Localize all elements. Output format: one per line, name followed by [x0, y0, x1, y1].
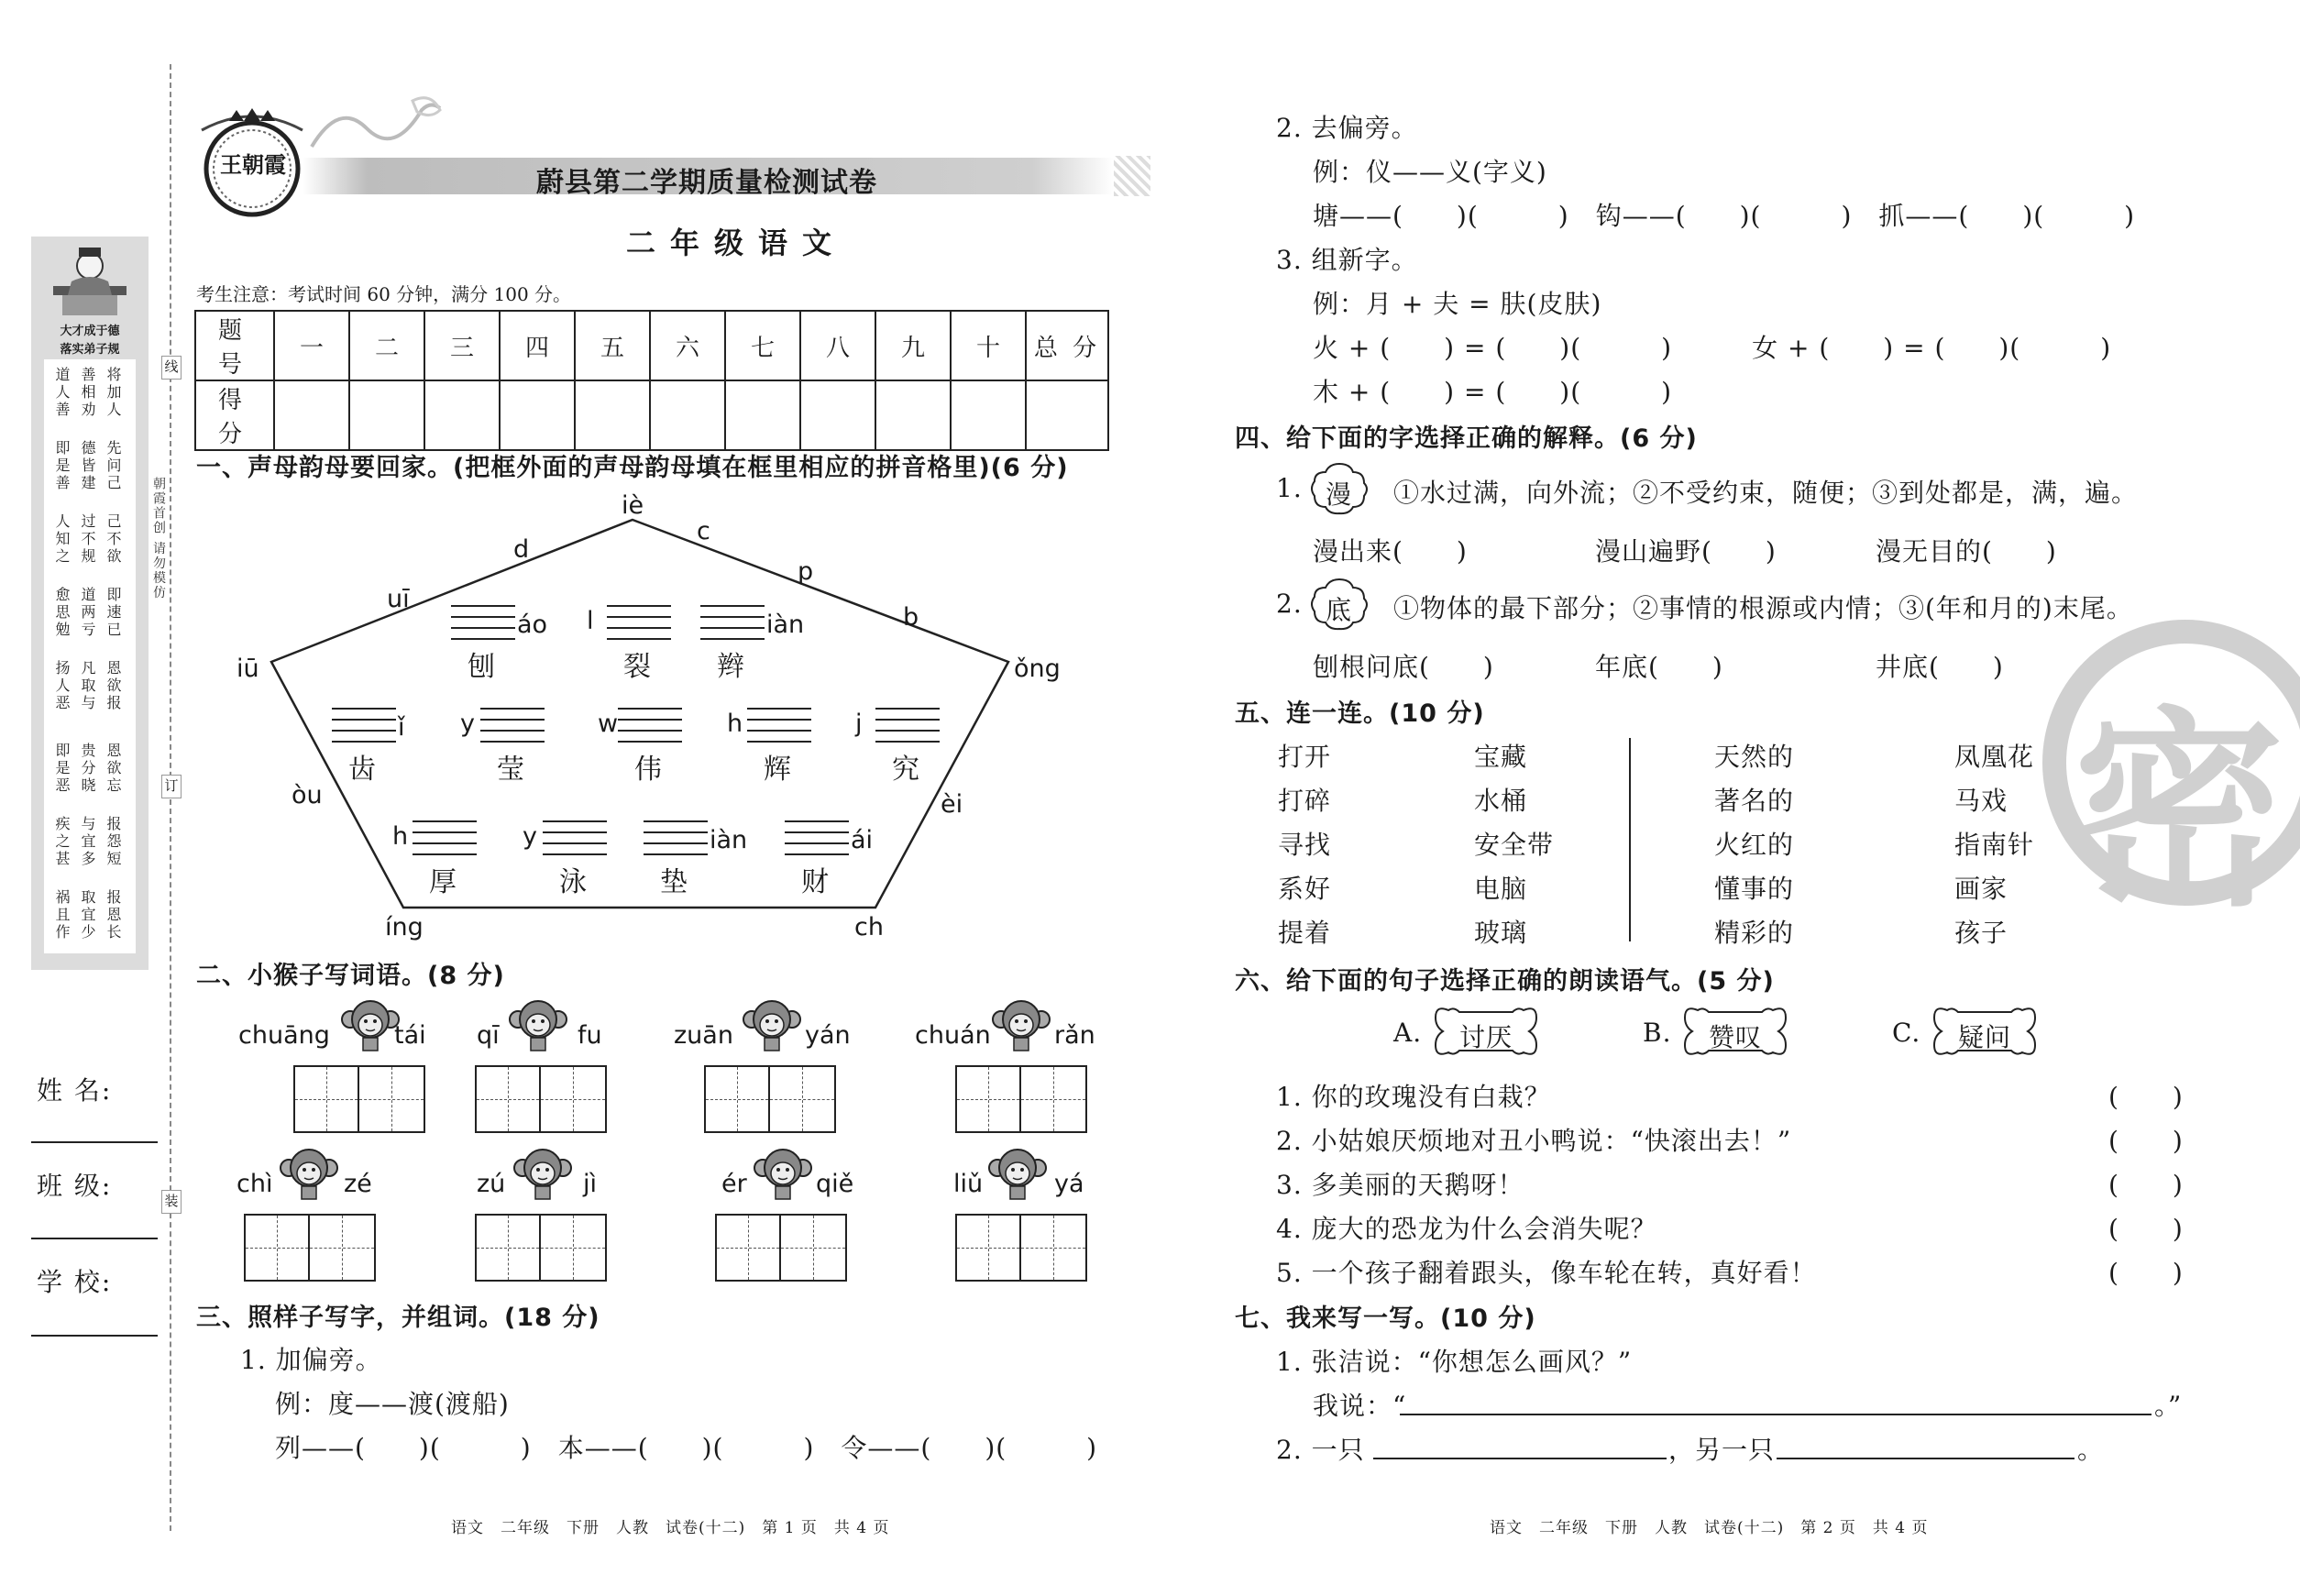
- verse-column: 愈思勉: [53, 587, 71, 639]
- monkey-icon: [509, 994, 567, 1052]
- answer-blank[interactable]: ( ): [2108, 1170, 2184, 1200]
- tianzige-cell[interactable]: [310, 1216, 374, 1280]
- hanzi-char: 裂: [623, 651, 651, 683]
- sidebar-motto-1: 大才成于德: [60, 325, 120, 338]
- s7-q1-end: 。”: [2154, 1391, 2183, 1421]
- pinyin-left: liǔ: [953, 1170, 984, 1198]
- outer-pinyin-label: èi: [941, 790, 963, 819]
- verse-column: 疾之甚: [53, 816, 71, 868]
- final-label: ái: [851, 826, 874, 854]
- score-column-header: 十: [951, 311, 1026, 380]
- pinyin-left: chuāng: [238, 1021, 330, 1050]
- tianzige-cell[interactable]: [477, 1067, 541, 1131]
- s4-q1-num: 1.: [1276, 473, 1303, 503]
- tianzige-cell[interactable]: [477, 1216, 541, 1280]
- s3-p2-title: 2. 去偏旁。: [1276, 113, 1418, 143]
- pinyin-left: chuán: [915, 1021, 991, 1050]
- initial-label: w: [598, 710, 619, 738]
- tianzige-cell[interactable]: [1021, 1067, 1085, 1131]
- s4-q1-item-3[interactable]: 漫无目的( ): [1876, 536, 2057, 567]
- hanzi-char: 究: [892, 754, 919, 786]
- match-item[interactable]: 提着: [1278, 918, 1332, 948]
- sidebar-motto-2: 落实弟子规: [60, 343, 120, 357]
- hanzi-char: 垫: [660, 866, 688, 898]
- tianzige-cell[interactable]: [541, 1067, 605, 1131]
- verse-column: 报恩长: [105, 889, 122, 941]
- verse-column: 扬人恶: [53, 660, 71, 712]
- score-column-header: 一: [274, 311, 349, 380]
- answer-blank[interactable]: ( ): [2108, 1258, 2184, 1288]
- match-item[interactable]: 指南针: [1954, 830, 2035, 860]
- tianzige-cell[interactable]: [717, 1216, 781, 1280]
- hanzi-char: 泳: [559, 866, 587, 898]
- initial-label: j: [855, 710, 863, 738]
- s4-q2-item-3[interactable]: 井底( ): [1876, 652, 2004, 682]
- outer-pinyin-label: d: [513, 535, 530, 564]
- four-line-grid[interactable]: [480, 708, 545, 741]
- verse-column: 道两亏: [79, 587, 96, 639]
- section6-title: 六、给下面的句子选择正确的朗读语气。(5 分): [1235, 967, 1775, 996]
- monkey-icon: [992, 994, 1051, 1052]
- match-item[interactable]: 电脑: [1474, 874, 1528, 904]
- monkey-icon: [280, 1142, 338, 1201]
- s4-q2-item-1[interactable]: 刨根问底( ): [1313, 652, 1494, 682]
- brand-logo-text: 王朝霞: [220, 151, 286, 178]
- match-item[interactable]: 天然的: [1714, 742, 1795, 772]
- initial-label: y: [523, 822, 537, 851]
- answer-blank[interactable]: ( ): [2108, 1126, 2184, 1156]
- tone-sentence: 3. 多美丽的天鹅呀！: [1276, 1170, 1524, 1200]
- outer-pinyin-label: ǒng: [1014, 655, 1061, 683]
- outer-pinyin-label: íng: [385, 913, 424, 941]
- option-letter: C.: [1892, 1018, 1921, 1048]
- outer-pinyin-label: c: [697, 517, 710, 545]
- pinyin-right: tái: [394, 1021, 426, 1050]
- match-item[interactable]: 安全带: [1474, 830, 1555, 860]
- hanzi-char: 厚: [429, 866, 457, 898]
- score-column-header: 八: [800, 311, 875, 380]
- match-item[interactable]: 宝藏: [1474, 742, 1528, 772]
- verse-column: 凡取与: [79, 660, 96, 712]
- verse-column: 报怨短: [105, 816, 122, 868]
- final-label: iàn: [710, 826, 748, 854]
- verse-column: 即是善: [53, 440, 71, 492]
- monkey-icon: [513, 1142, 572, 1201]
- exam-subject-title: 二年级语文: [626, 226, 847, 260]
- tianzige-box[interactable]: [955, 1214, 1087, 1282]
- tone-sentence: 1. 你的玫瑰没有白栽？: [1276, 1082, 1551, 1112]
- verse-column: 先问己: [105, 440, 122, 492]
- class-field[interactable]: [31, 1238, 158, 1239]
- section7-title: 七、我来写一写。(10 分): [1235, 1304, 1536, 1333]
- score-column-header: 五: [575, 311, 650, 380]
- monkey-icon: [743, 994, 801, 1052]
- hanzi-char: 辉: [764, 754, 791, 786]
- tianzige-box[interactable]: [715, 1214, 847, 1282]
- s3-p1-title: 1. 加偏旁。: [240, 1345, 382, 1375]
- section5-divider: [1629, 738, 1631, 941]
- s4-q2-def: ①物体的最下部分；②事情的根源或内情；③(年和月的)末尾。: [1393, 593, 2133, 623]
- four-line-grid[interactable]: [451, 605, 515, 638]
- score-column-header: 四: [500, 311, 575, 380]
- match-item[interactable]: 精彩的: [1714, 918, 1795, 948]
- initial-label: h: [727, 710, 743, 738]
- match-item[interactable]: 懂事的: [1714, 874, 1795, 904]
- s4-q1-item-2[interactable]: 漫山遍野( ): [1595, 536, 1777, 567]
- outer-pinyin-label: uī: [387, 585, 410, 613]
- initial-label: h: [392, 822, 409, 851]
- pinyin-left: zú: [477, 1170, 506, 1198]
- section4-title: 四、给下面的字选择正确的解释。(6 分): [1235, 424, 1698, 453]
- name-label: 姓 名:: [37, 1075, 113, 1106]
- s7-q2-answer-line-2[interactable]: [1777, 1458, 2074, 1459]
- hanzi-char: 齿: [348, 754, 376, 786]
- verse-column: 恩欲报: [105, 660, 122, 712]
- tianzige-cell[interactable]: [1021, 1216, 1085, 1280]
- tone-sentence: 2. 小姑娘厌烦地对丑小鸭说：“快滚出去！”: [1276, 1126, 1792, 1156]
- tianzige-cell[interactable]: [541, 1216, 605, 1280]
- match-item[interactable]: 凤凰花: [1954, 742, 2035, 772]
- four-line-grid[interactable]: [618, 708, 682, 741]
- pinyin-left: chì: [237, 1170, 273, 1198]
- s4-q1-char: 漫: [1326, 479, 1353, 510]
- name-field[interactable]: [31, 1141, 158, 1143]
- tone-sentence: 5. 一个孩子翻着跟头，像车轮在转，真好看！: [1276, 1258, 1817, 1288]
- match-item[interactable]: 打碎: [1278, 786, 1332, 816]
- option-text[interactable]: 讨厌: [1459, 1022, 1513, 1052]
- tianzige-cell[interactable]: [359, 1067, 424, 1131]
- section1-title: 一、声母韵母要回家。(把框外面的声母韵母填在框里相应的拼音格里)(6 分): [196, 454, 1069, 482]
- four-line-grid[interactable]: [785, 820, 849, 853]
- s7-q2-lead: 2. 一只: [1276, 1435, 1365, 1465]
- score-column-header: 七: [725, 311, 800, 380]
- s7-q1-lead: 我说：“: [1313, 1391, 1407, 1421]
- s3-p3-title: 3. 组新字。: [1276, 245, 1418, 275]
- watermark-char: 密: [2074, 690, 2285, 935]
- outer-pinyin-label: iè: [622, 491, 644, 520]
- final-label: ǐ: [398, 713, 405, 742]
- verse-column: 善相劝: [79, 367, 96, 419]
- s4-q2-item-2[interactable]: 年底( ): [1595, 652, 1723, 682]
- school-label: 学 校:: [37, 1267, 113, 1297]
- outer-pinyin-label: ch: [854, 913, 884, 941]
- verse-column: 过不规: [79, 513, 96, 566]
- monkey-icon: [341, 994, 400, 1052]
- hanzi-char: 莹: [497, 754, 524, 786]
- school-field[interactable]: [31, 1335, 158, 1337]
- match-item[interactable]: 孩子: [1954, 918, 2008, 948]
- option-text[interactable]: 赞叹: [1709, 1022, 1763, 1052]
- s4-q1-item-1[interactable]: 漫出来( ): [1313, 536, 1468, 567]
- section5-title: 五、连一连。(10 分): [1235, 699, 1485, 728]
- outer-pinyin-label: b: [903, 603, 919, 632]
- answer-blank[interactable]: ( ): [2108, 1082, 2184, 1112]
- four-line-grid[interactable]: [332, 708, 396, 741]
- verse-column: 祸且作: [53, 889, 71, 941]
- class-label: 班 级:: [37, 1171, 113, 1201]
- s4-q1-def: ①水过满，向外流；②不受约束，随便；③到处都是，满，遍。: [1393, 478, 2139, 508]
- four-line-grid[interactable]: [607, 605, 671, 638]
- monkey-icon: [988, 1142, 1047, 1201]
- verse-column: 德皆建: [79, 440, 96, 492]
- score-row-label: 题 号: [195, 311, 274, 380]
- pinyin-left: zuān: [674, 1021, 733, 1050]
- initial-label: y: [460, 710, 475, 738]
- hanzi-char: 刨: [468, 651, 495, 683]
- section2-title: 二、小猴子写词语。(8 分): [196, 962, 505, 990]
- hanzi-char: 辫: [717, 651, 744, 683]
- s7-q2-end: 。: [2077, 1435, 2105, 1465]
- match-item[interactable]: 马戏: [1954, 786, 2008, 816]
- s3-p3-example: 例：月 + 夫 = 肤(皮肤): [1313, 289, 1602, 319]
- brand-note: 朝霞首创 请勿模仿: [151, 477, 166, 600]
- tianzige-box[interactable]: [475, 1214, 607, 1282]
- tianzige-cell[interactable]: [781, 1216, 845, 1280]
- score-column-header: 总 分: [1026, 311, 1108, 380]
- pinyin-right: yá: [1054, 1170, 1084, 1198]
- s3-p1-answer-line[interactable]: 列——( )( ) 本——( )( ) 令——( )( ): [275, 1433, 1098, 1463]
- option-letter: A.: [1393, 1018, 1423, 1048]
- verse-column: 己不欲: [105, 513, 122, 566]
- s7-q2-answer-line-1[interactable]: [1373, 1458, 1667, 1459]
- verse-column: 道人善: [53, 367, 71, 419]
- outer-pinyin-label: òu: [292, 781, 323, 809]
- four-line-grid[interactable]: [747, 708, 811, 741]
- footer-right: 语文 二年级 下册 人教 试卷(十二) 第 2 页 共 4 页: [1490, 1519, 1929, 1537]
- tone-sentence: 4. 庞大的恐龙为什么会消失呢？: [1276, 1214, 1657, 1244]
- four-line-grid[interactable]: [875, 708, 940, 741]
- monkey-icon: [754, 1142, 812, 1201]
- exam-notice: 考生注意：考试时间 60 分钟，满分 100 分。: [196, 283, 572, 305]
- hanzi-char: 财: [801, 866, 829, 898]
- verse-column: 将加人: [105, 367, 122, 419]
- pinyin-right: qiě: [816, 1170, 854, 1198]
- option-text[interactable]: 疑问: [1958, 1022, 2012, 1052]
- binding-mark-ding: 订: [161, 775, 182, 798]
- match-item[interactable]: 画家: [1954, 874, 2008, 904]
- score-column-header: 六: [650, 311, 725, 380]
- tianzige-cell[interactable]: [957, 1216, 1021, 1280]
- outer-pinyin-label: p: [798, 557, 814, 586]
- answer-blank[interactable]: ( ): [2108, 1214, 2184, 1244]
- verse-column: 贵分晓: [79, 743, 96, 795]
- score-column-header: 二: [349, 311, 424, 380]
- pinyin-right: zé: [344, 1170, 372, 1198]
- initial-label: l: [587, 607, 594, 635]
- match-item[interactable]: 寻找: [1278, 830, 1332, 860]
- match-item[interactable]: 火红的: [1714, 830, 1795, 860]
- final-label: iàn: [766, 611, 805, 639]
- pentagon-frame: [0, 0, 1155, 935]
- pinyin-right: yán: [805, 1021, 851, 1050]
- match-item[interactable]: 水桶: [1474, 786, 1528, 816]
- hanzi-char: 伟: [634, 754, 662, 786]
- s7-q1-answer-line[interactable]: [1400, 1414, 2151, 1415]
- verse-column: 即是恶: [53, 743, 71, 795]
- match-item[interactable]: 玻璃: [1474, 918, 1528, 948]
- tianzige-cell[interactable]: [770, 1067, 834, 1131]
- s3-p2-answer-line[interactable]: 塘——( )( ) 钩——( )( ) 抓——( )( ): [1313, 201, 2136, 231]
- tianzige-box[interactable]: [475, 1065, 607, 1133]
- tianzige-cell[interactable]: [295, 1067, 359, 1131]
- score-column-header: 三: [424, 311, 500, 380]
- verse-column: 恩欲忘: [105, 743, 122, 795]
- option-letter: B.: [1643, 1018, 1672, 1048]
- tianzige-cell[interactable]: [706, 1067, 770, 1131]
- verse-column: 即速已: [105, 587, 122, 639]
- tianzige-box[interactable]: [955, 1065, 1087, 1133]
- s3-p2-example: 例：仪——义(字义): [1313, 157, 1547, 187]
- pinyin-right: fu: [578, 1021, 602, 1050]
- match-item[interactable]: 著名的: [1714, 786, 1795, 816]
- s3-p1-example: 例：度——渡(渡船): [275, 1389, 510, 1419]
- tianzige-cell[interactable]: [957, 1067, 1021, 1131]
- score-row-label: 得 分: [195, 380, 274, 450]
- footer-left: 语文 二年级 下册 人教 试卷(十二) 第 1 页 共 4 页: [451, 1519, 890, 1537]
- four-line-grid[interactable]: [413, 820, 477, 853]
- verse-column: 取宜少: [79, 889, 96, 941]
- final-label: áo: [517, 611, 548, 639]
- exam-banner-title: 蔚县第二学期质量检测试卷: [536, 167, 877, 199]
- tianzige-box[interactable]: [293, 1065, 425, 1133]
- match-item[interactable]: 系好: [1278, 874, 1332, 904]
- pinyin-right: jì: [583, 1170, 598, 1198]
- verse-column: 与宜多: [79, 816, 96, 868]
- s4-q2-char: 底: [1326, 595, 1353, 625]
- four-line-grid[interactable]: [543, 820, 607, 853]
- s3-p3-answer-line1[interactable]: 火 + ( ) = ( )( ) 女 + ( ) = ( )( ): [1313, 333, 2112, 363]
- s7-q1: 1. 张洁说：“你想怎么画风？”: [1276, 1347, 1633, 1377]
- pinyin-right: rǎn: [1054, 1021, 1095, 1050]
- four-line-grid[interactable]: [700, 605, 765, 638]
- s3-p3-answer-line2[interactable]: 木 + ( ) = ( )( ): [1313, 377, 1673, 407]
- verse-column: 人知之: [53, 513, 71, 566]
- pinyin-left: qī: [477, 1021, 500, 1050]
- s4-q2-num: 2.: [1276, 589, 1303, 619]
- four-line-grid[interactable]: [644, 820, 708, 853]
- score-column-header: 九: [875, 311, 951, 380]
- binding-mark-xian: 线: [161, 356, 182, 380]
- outer-pinyin-label: iū: [237, 655, 259, 683]
- pinyin-left: ér: [721, 1170, 747, 1198]
- tianzige-cell[interactable]: [246, 1216, 310, 1280]
- tianzige-box[interactable]: [244, 1214, 376, 1282]
- section3-title: 三、照样子写字，并组词。(18 分): [196, 1304, 600, 1332]
- match-item[interactable]: 打开: [1278, 742, 1332, 772]
- binding-mark-zhuang: 装: [161, 1190, 182, 1214]
- s7-q2-mid: ，另一只: [1668, 1435, 1776, 1465]
- tianzige-box[interactable]: [704, 1065, 836, 1133]
